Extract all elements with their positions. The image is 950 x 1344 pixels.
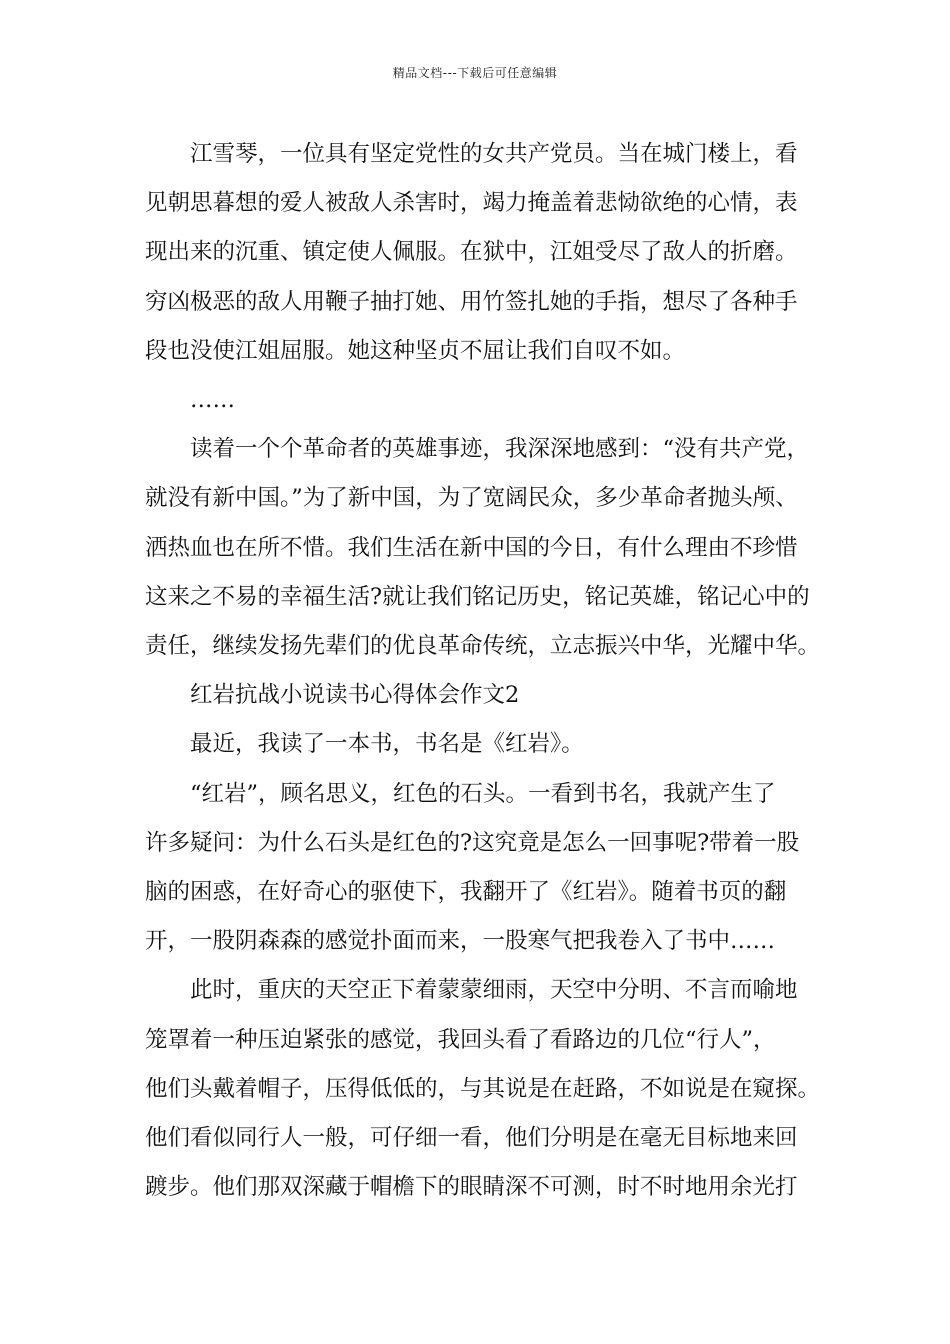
text-line: “红岩”，顾名思义，红色的石头。一看到书名，我就产生了 bbox=[190, 780, 776, 807]
text-line: 洒热血也在所不惜。我们生活在新中国的今日，有什么理由不珍惜 bbox=[145, 534, 798, 561]
paragraph bbox=[145, 425, 825, 671]
text-line: 此时，重庆的天空正下着蒙蒙细雨，天空中分明、不言而喻地 bbox=[190, 977, 798, 1004]
text-line: 江雪琴，一位具有坚定党性的女共产党员。当在城门楼上，看 bbox=[190, 141, 798, 167]
ellipsis-paragraph bbox=[145, 376, 825, 425]
text-line: 见朝思暮想的爱人被敌人杀害时，竭力掩盖着悲恸欲绝的心情，表 bbox=[145, 190, 798, 217]
text-line: 开，一股阴森森的感觉扑面而来，一股寒气把我卷入了书中…… bbox=[145, 928, 776, 955]
text-line: 这来之不易的幸福生活?就让我们铭记历史，铭记英雄，铭记心中的 bbox=[145, 583, 810, 610]
paragraph bbox=[145, 966, 825, 1212]
text-line: 就没有新中国。”为了新中国，为了宽阔民众，多少革命者抛头颅、 bbox=[145, 485, 798, 512]
text-line: 许多疑问：为什么石头是红色的?这究竟是怎么一回事呢?带着一股 bbox=[145, 829, 800, 856]
page-header: 精品文档---下载后可任意编辑 bbox=[392, 66, 558, 80]
paragraph bbox=[145, 720, 825, 769]
paragraph bbox=[145, 770, 825, 967]
text-line: 他们看似同行人一般，可仔细一看，他们分明是在毫无目标地来回 bbox=[145, 1125, 798, 1152]
text-line: 脑的困惑，在好奇心的驱使下，我翻开了《红岩》。随着书页的翻 bbox=[145, 879, 787, 906]
text-line: …… bbox=[190, 387, 235, 414]
text-line: 最近，我读了一本书，书名是《红岩》。 bbox=[190, 731, 584, 758]
text-line: 穷凶极恶的敌人用鞭子抽打她、用竹签扎她的手指，想尽了各种手 bbox=[145, 288, 798, 315]
section-title bbox=[145, 671, 825, 720]
text-line: 笼罩着一种压迫紧张的感觉，我回头看了看路边的几位“行人”， bbox=[145, 1026, 776, 1053]
text-line: 他们头戴着帽子，压得低低的，与其说是在赶路，不如说是在窥探。 bbox=[145, 1075, 821, 1102]
text-line: 现出来的沉重、镇定使人佩服。在狱中，江姐受尽了敌人的折磨。 bbox=[145, 239, 798, 266]
text-line: 段也没使江姐屈服。她这种坚贞不屈让我们自叹不如。 bbox=[145, 337, 686, 364]
text-line: 踱步。他们那双深藏于帽檐下的眼睛深不可测，时不时地用余光打 bbox=[145, 1174, 798, 1201]
document-body bbox=[145, 130, 825, 1212]
text-line: 红岩抗战小说读书心得体会作文2 bbox=[190, 682, 520, 709]
paragraph bbox=[145, 130, 825, 376]
text-line: 读着一个个革命者的英雄事迹，我深深地感到：“没有共产党， bbox=[190, 436, 810, 463]
text-line: 责任，继续发扬先辈们的优良革命传统，立志振兴中华，光耀中华。 bbox=[145, 633, 821, 660]
